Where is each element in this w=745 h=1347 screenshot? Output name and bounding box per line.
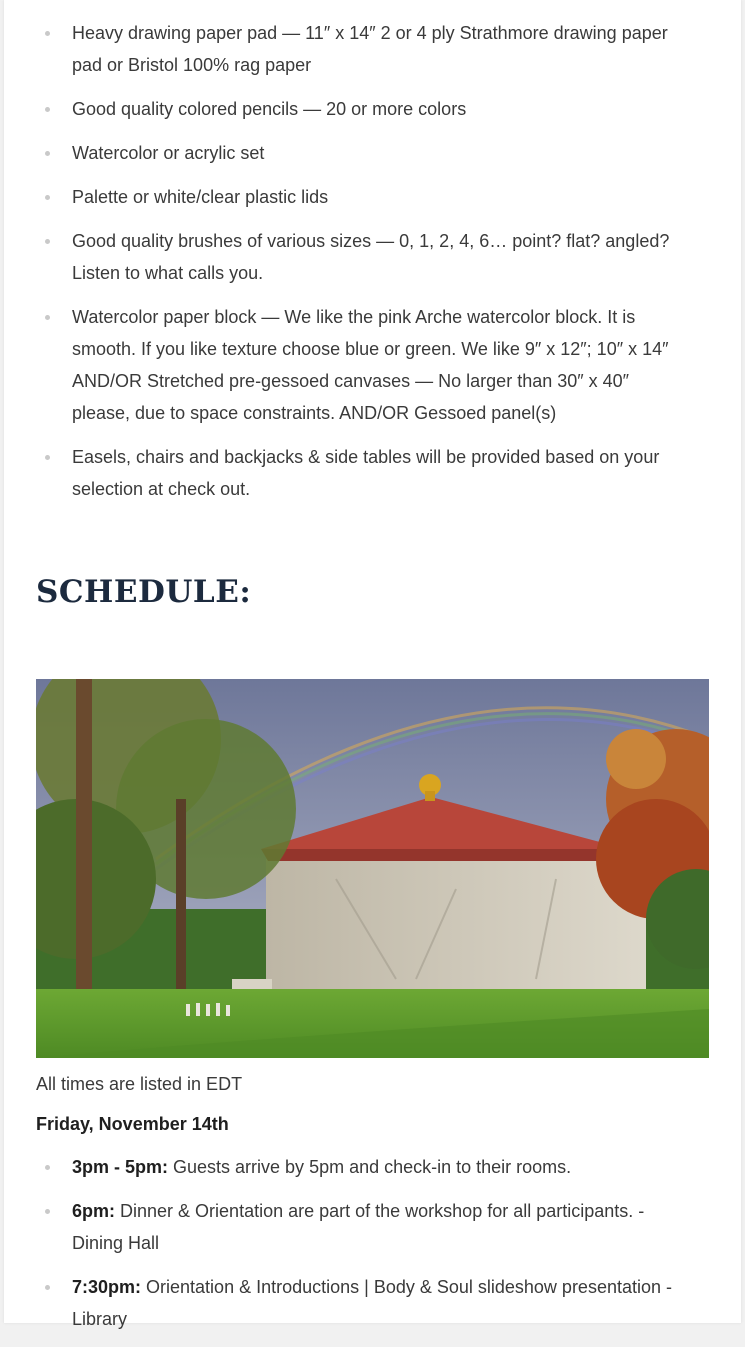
schedule-text: Orientation & Introductions | Body & Soul slideshow presentation - Library: [72, 1277, 672, 1329]
list-item: [36, 225, 676, 289]
bullet-icon: [45, 151, 50, 156]
schedule-text: Dinner & Orientation are part of the workshop for all participants. - Dining Hall: [72, 1201, 645, 1253]
list-item: [36, 301, 676, 429]
list-item: [36, 17, 676, 81]
schedule-time: 6pm:: [72, 1201, 116, 1221]
list-item-text: Heavy drawing paper pad — 11″ x 14″ 2 or 4 ply Strathmore drawing paper pad or Bristol 100% rag paper: [72, 23, 668, 75]
schedule-heading: SCHEDULE:: [36, 574, 252, 610]
schedule-time: 3pm - 5pm:: [72, 1157, 169, 1177]
list-item: [36, 441, 676, 505]
bullet-icon: [45, 31, 50, 36]
bullet-icon: [45, 1165, 50, 1170]
page-content: [4, 0, 741, 1329]
bullet-icon: [45, 195, 50, 200]
schedule-text: Guests arrive by 5pm and check-in to their rooms.: [168, 1157, 572, 1177]
list-item: [36, 93, 676, 125]
list-item-text: Good quality colored pencils — 20 or more colors: [72, 99, 467, 119]
list-item-text: Easels, chairs and backjacks & side tables will be provided based on your selection at check out.: [72, 447, 660, 499]
schedule-list: [36, 1151, 676, 1347]
list-item-text: Palette or white/clear plastic lids: [72, 187, 329, 207]
timezone-note: All times are listed in EDT: [36, 1074, 243, 1094]
bullet-icon: [45, 239, 50, 244]
list-item-text: Watercolor or acrylic set: [72, 143, 265, 163]
schedule-item: [36, 1151, 676, 1183]
bullet-icon: [45, 455, 50, 460]
schedule-time: 7:30pm:: [72, 1277, 142, 1297]
list-item: [36, 137, 676, 169]
list-item-text: Watercolor paper block — We like the pink Arche watercolor block. It is smooth. If you like texture choose blue or green. We like 9″ x 12″; 10″ x 14″ AND/OR Stretched pre-gessoed canvases — No larger than 30″ x 40″ please, due to space constraints. AND/OR Gessoed panel(s): [72, 307, 669, 423]
schedule-item: [36, 1195, 676, 1259]
supplies-list: [36, 17, 676, 517]
bullet-icon: [45, 315, 50, 320]
bullet-icon: [45, 1285, 50, 1290]
bullet-icon: [45, 1209, 50, 1214]
schedule-item: [36, 1271, 676, 1335]
bullet-icon: [45, 107, 50, 112]
day-heading: Friday, November 14th: [36, 1114, 229, 1134]
shrine-rainbow-photo: [36, 679, 709, 1058]
list-item: [36, 181, 676, 213]
list-item-text: Good quality brushes of various sizes — 0, 1, 2, 4, 6… point? flat? angled? Listen to what calls you.: [72, 231, 670, 283]
